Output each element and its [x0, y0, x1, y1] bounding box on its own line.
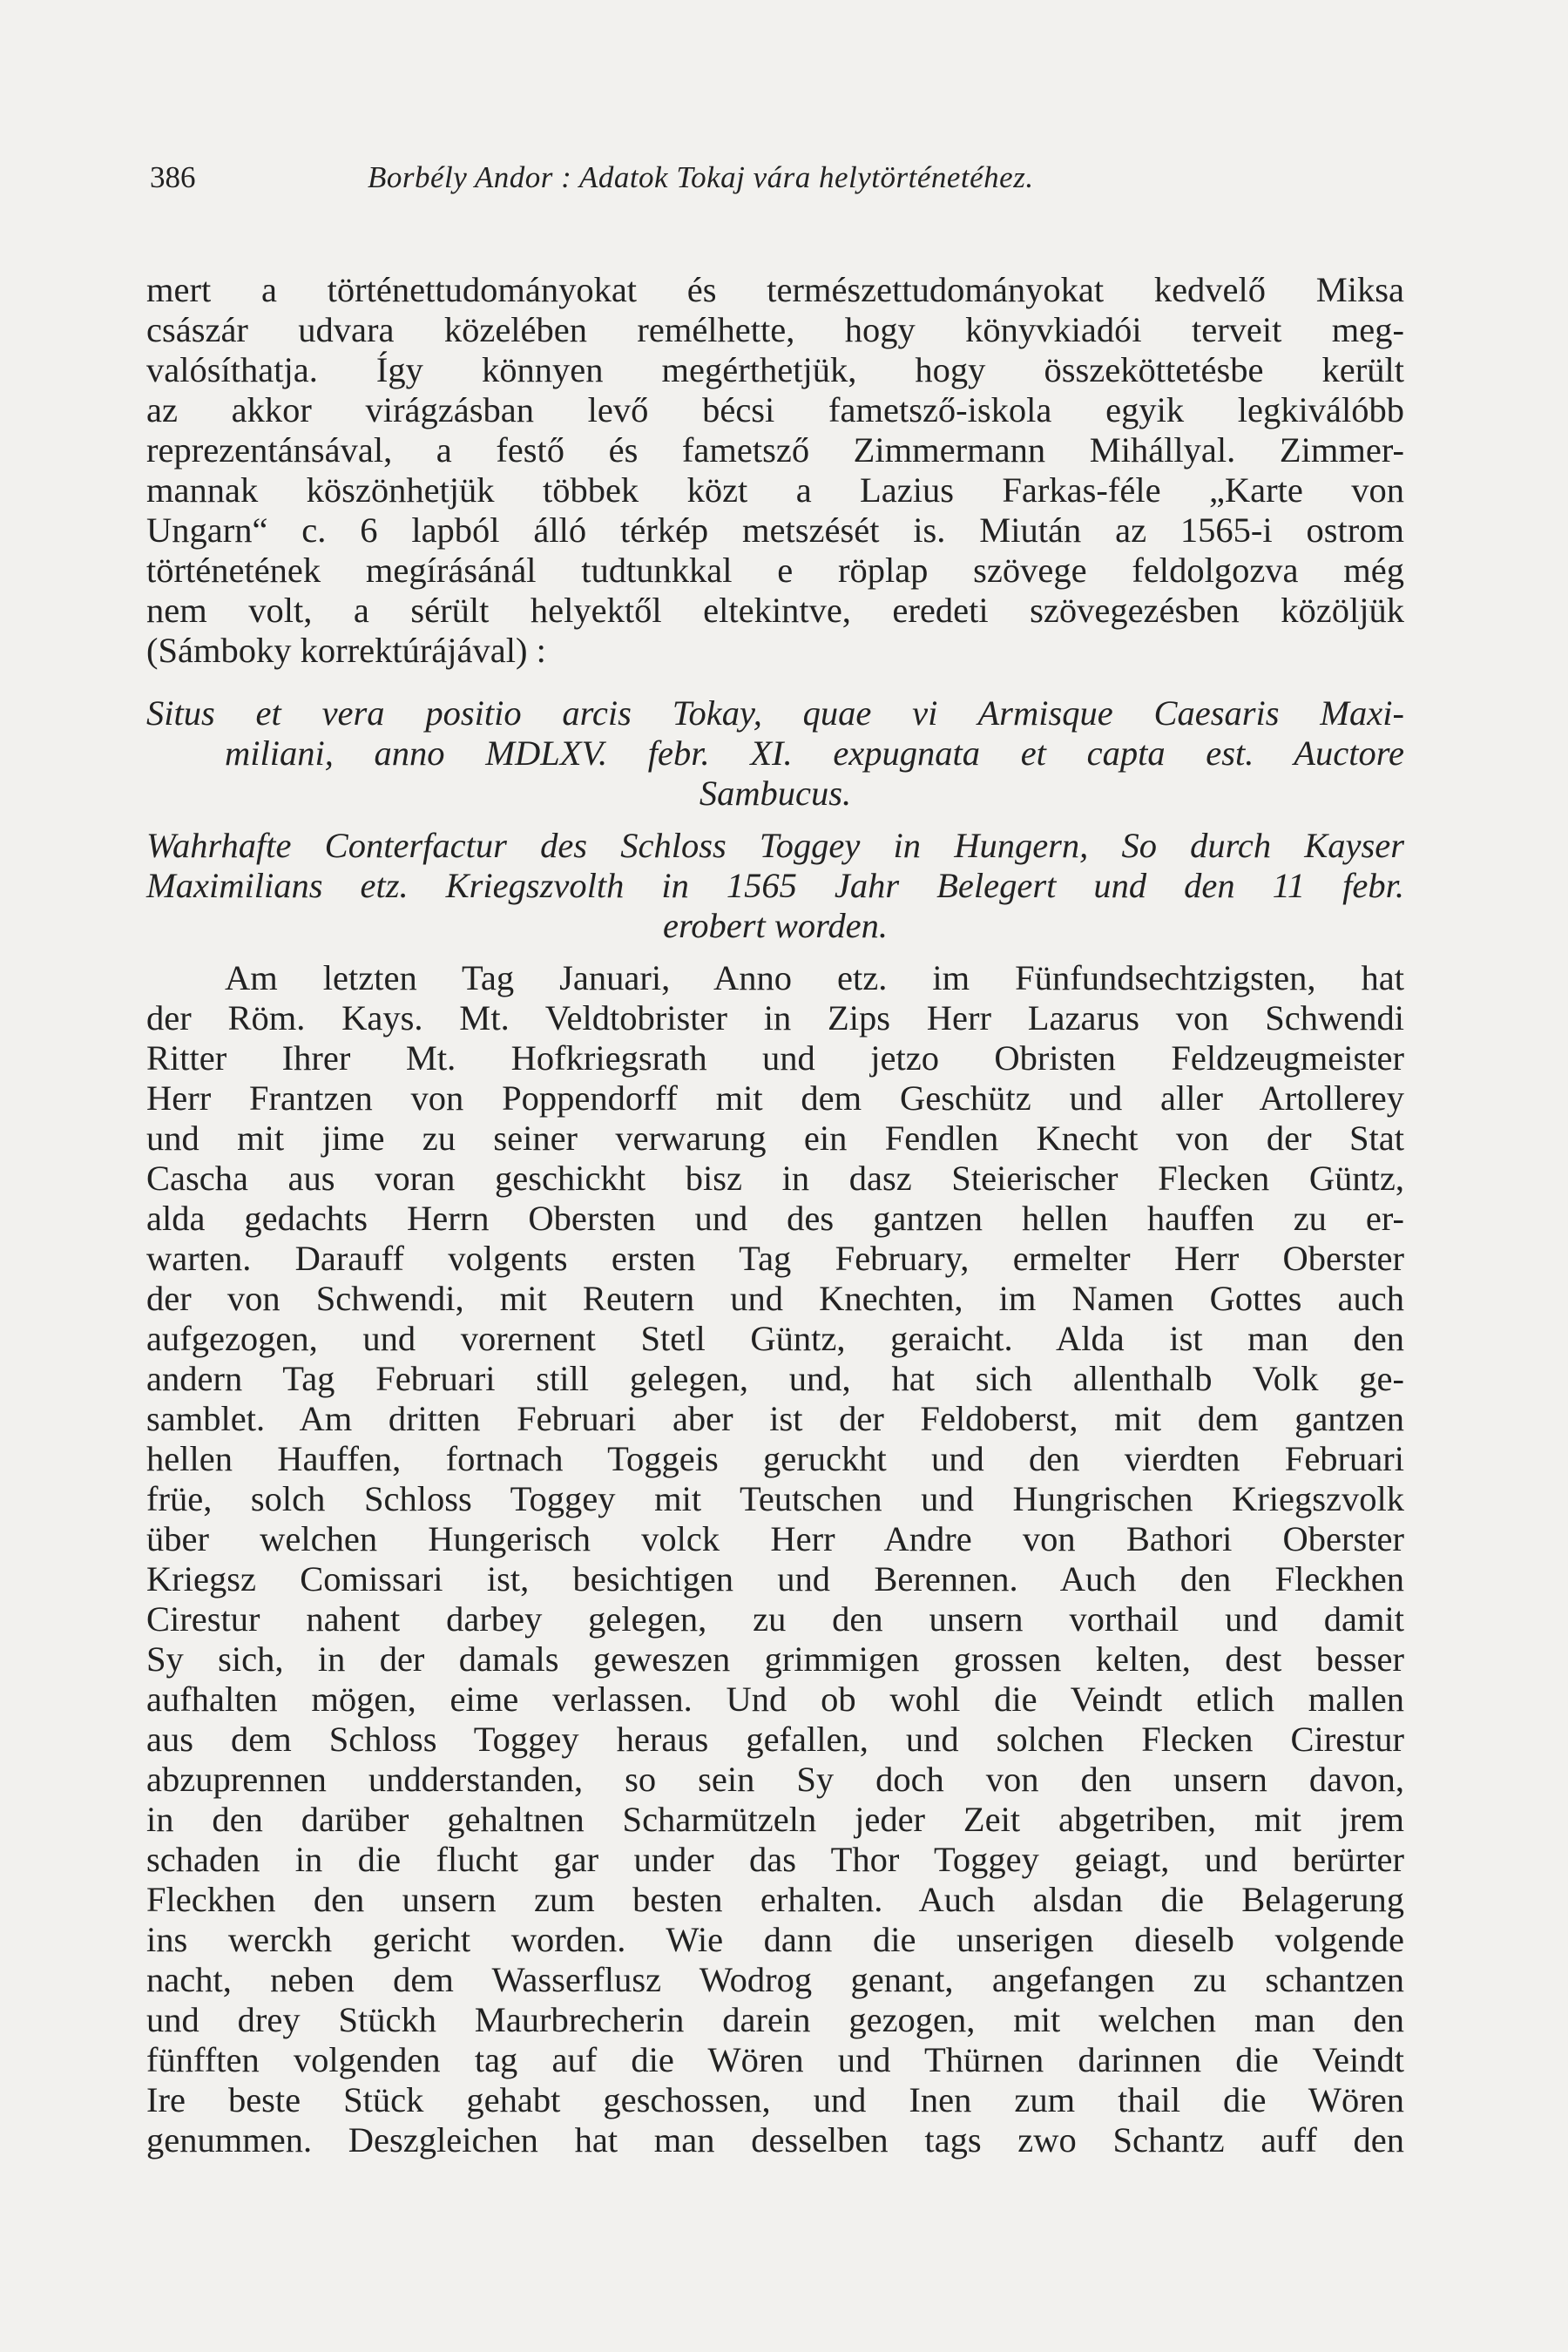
latin-title-line: Sambucus.	[699, 774, 852, 813]
text-line: reprezentánsával, a festő és fametsző Zimmermann Mihállyal. Zimmer-	[146, 430, 1404, 470]
latin-title	[146, 693, 1404, 814]
running-title: Borbély Andor : Adatok Tokaj vára helytörténetéhez.	[368, 160, 1034, 194]
text-line: hellen Hauffen, fortnach Toggeis geruckht und den vierdten Februari	[146, 1439, 1404, 1478]
german-title-line: erobert worden.	[663, 906, 888, 945]
running-head	[150, 153, 1366, 202]
intro-paragraph	[146, 270, 1404, 671]
text-line: früe, solch Schloss Toggey mit Teutschen und Hungrischen Kriegszvolk	[146, 1479, 1404, 1518]
text-line: Ungarn“ c. 6 lapból álló térkép metszését is. Miután az 1565-i ostrom	[146, 510, 1404, 550]
text-line: mert a történettudományokat és természettudományokat kedvelő Miksa	[146, 270, 1404, 309]
text-line: genummen. Deszgleichen hat man desselben tags zwo Schantz auff den	[146, 2120, 1404, 2159]
text-line: császár udvara közelében remélhette, hogy könyvkiadói terveit meg-	[146, 310, 1404, 349]
text-line: nacht, neben dem Wasserflusz Wodrog genant, angefangen zu schantzen	[146, 1960, 1404, 1999]
latin-title-line: Situs et vera positio arcis Tokay, quae vi Armisque Caesaris Maxi-	[146, 693, 1404, 733]
text-line: samblet. Am dritten Februari aber ist der Feldoberst, mit dem gantzen	[146, 1399, 1404, 1438]
text-line: (Sámboky korrektúrájával) :	[146, 631, 546, 670]
text-line: und mit jime zu seiner verwarung ein Fendlen Knecht von der Stat	[146, 1119, 1404, 1158]
text-line: der von Schwendi, mit Reutern und Knechten, im Namen Gottes auch	[146, 1279, 1404, 1318]
text-line: mannak köszönhetjük többek közt a Lazius Farkas-féle „Karte von	[146, 470, 1404, 510]
text-line: Herr Frantzen von Poppendorff mit dem Geschütz und aller Artollerey	[146, 1078, 1404, 1118]
text-line: Cascha aus voran geschickht bisz in dasz Steierischer Flecken Güntz,	[146, 1159, 1404, 1198]
text-line: aus dem Schloss Toggey heraus gefallen, und solchen Flecken Cirestur	[146, 1720, 1404, 1759]
text-line: Ritter Ihrer Mt. Hofkriegsrath und jetzo Obristen Feldzeugmeister	[146, 1038, 1404, 1078]
text-line: fünfften volgenden tag auf die Wören und Thürnen darinnen die Veindt	[146, 2040, 1404, 2079]
text-line: in den darüber gehaltnen Scharmützeln jeder Zeit abgetriben, mit jrem	[146, 1800, 1404, 1839]
text-line: andern Tag Februari still gelegen, und, hat sich allenthalb Volk ge-	[146, 1359, 1404, 1398]
latin-title-line: miliani, anno MDLXV. febr. XI. expugnata et capta est. Auctore	[225, 733, 1404, 773]
page-number: 386	[150, 160, 196, 194]
text-line: Fleckhen den unsern zum besten erhalten. Auch alsdan die Belagerung	[146, 1880, 1404, 1919]
text-line: Ire beste Stück gehabt geschossen, und Inen zum thail die Wören	[146, 2080, 1404, 2119]
german-title-line: Maximilians etz. Kriegszvolth in 1565 Jahr Belegert und den 11 febr.	[146, 866, 1404, 905]
text-line: nem volt, a sérült helyektől eltekintve, eredeti szövegezésben közöljük	[146, 591, 1404, 630]
text-line: alda gedachts Herrn Obersten und des gantzen hellen hauffen zu er-	[146, 1199, 1404, 1238]
text-line: schaden in die flucht gar under das Thor Toggey geiagt, und berürter	[146, 1840, 1404, 1879]
text-line: über welchen Hungerisch volck Herr Andre von Bathori Oberster	[146, 1519, 1404, 1558]
body-text	[146, 270, 1404, 2160]
text-line: abzuprennen undderstanden, so sein Sy doch von den unsern davon,	[146, 1760, 1404, 1799]
text-line: der Röm. Kays. Mt. Veldtobrister in Zips Herr Lazarus von Schwendi	[146, 998, 1404, 1037]
text-line: aufgezogen, und vorernent Stetl Güntz, geraicht. Alda ist man den	[146, 1319, 1404, 1358]
text-line: aufhalten mögen, eime verlassen. Und ob wohl die Veindt etlich mallen	[146, 1680, 1404, 1719]
text-line: Cirestur nahent darbey gelegen, zu den unsern vorthail und damit	[146, 1599, 1404, 1639]
text-line: Am letzten Tag Januari, Anno etz. im Fünfundsechtzigsten, hat	[225, 958, 1404, 997]
text-line: und drey Stückh Maurbrecherin darein gezogen, mit welchen man den	[146, 2000, 1404, 2039]
text-line: Sy sich, in der damals geweszen grimmigen grossen kelten, dest besser	[146, 1639, 1404, 1679]
text-line: történetének megírásánál tudtunkkal e röplap szövege feldolgozva még	[146, 551, 1404, 590]
text-line: ins werckh gericht worden. Wie dann die unserigen dieselb volgende	[146, 1920, 1404, 1959]
german-title	[146, 826, 1404, 946]
text-line: valósíthatja. Így könnyen megérthetjük, hogy összeköttetésbe került	[146, 350, 1404, 389]
text-line: warten. Darauff volgents ersten Tag February, ermelter Herr Oberster	[146, 1239, 1404, 1278]
german-text	[146, 958, 1404, 2160]
text-line: az akkor virágzásban levő bécsi fametsző-iskola egyik legkiválóbb	[146, 390, 1404, 429]
german-title-line: Wahrhafte Conterfactur des Schloss Toggey in Hungern, So durch Kayser	[146, 826, 1404, 865]
text-line: Kriegsz Comissari ist, besichtigen und Berennen. Auch den Fleckhen	[146, 1559, 1404, 1598]
